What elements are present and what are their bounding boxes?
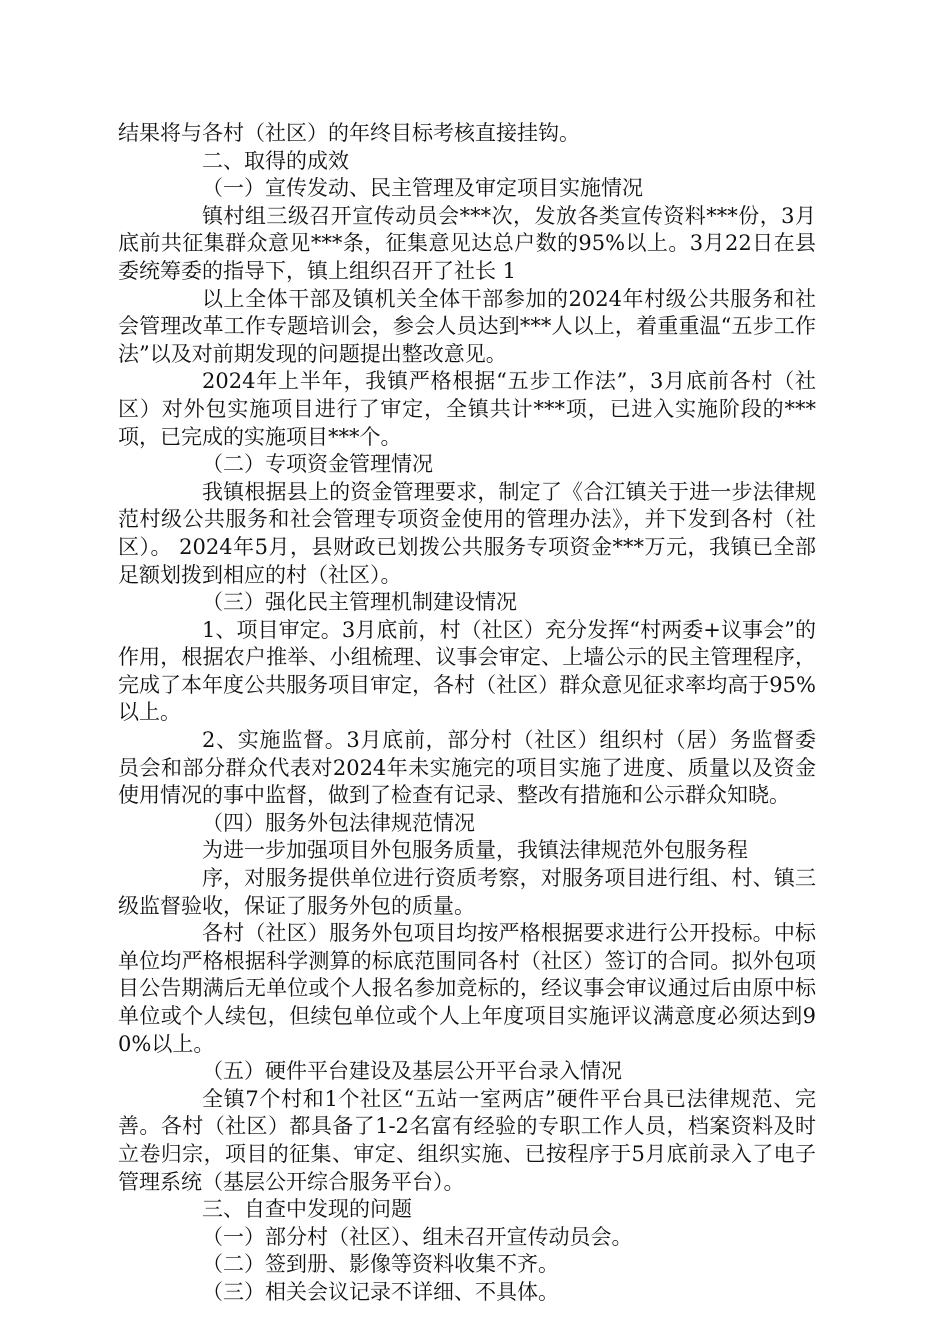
- list-item: （一）部分村（社区）、组未召开宣传动员会。: [202, 1224, 633, 1249]
- list-item: （二）签到册、影像等资料收集不齐。: [202, 1252, 559, 1277]
- paragraph: 序，对服务提供单位进行资质考察，对服务项目进行组、村、镇三级监督验收，保证了服务外包的质量。: [118, 866, 816, 918]
- paragraph: 为进一步加强项目外包服务质量，我镇法律规范外包服务程: [202, 838, 748, 863]
- paragraph: 结果将与各村（社区）的年终目标考核直接挂钩。: [118, 121, 580, 145]
- subsection-heading: （三）强化民主管理机制建设情况: [202, 590, 517, 615]
- paragraph: 全镇7个村和1个社区“五站一室两店”硬件平台具已法律规范、完善。各村（社区）都具备了1-2名富有经验的专职工作人员，档案资料及时立卷归宗，项目的征集、审定、组织实施、已按程序于5月底前录入了电子管理系统（基层公开综合服务平台）。: [118, 1086, 816, 1194]
- section-heading: 二、取得的成效: [202, 148, 349, 173]
- list-item: （三）相关会议记录不详细、不具体。: [202, 1279, 559, 1304]
- section-heading: 三、自查中发现的问题: [202, 1197, 412, 1222]
- subsection-heading: （一）宣传发动、民主管理及审定项目实施情况: [202, 176, 643, 201]
- paragraph: 镇村组三级召开宣传动员会***次，发放各类宣传资料***份，3月底前共征集群众意见***条，征集意见达总户数的95%以上。3月22日在县委统筹委的指导下，镇上组织召开了社长 1: [118, 203, 816, 283]
- paragraph: 以上全体干部及镇机关全体干部参加的2024年村级公共服务和社会管理改革工作专题培训会，参会人员达到***人以上，着重重温“五步工作法”以及对前期发现的问题提出整改意见。: [118, 286, 816, 366]
- paragraph: 2024年上半年，我镇严格根据“五步工作法”，3月底前各村（社区）对外包实施项目进行了审定，全镇共计***项，已进入实施阶段的***项，已完成的实施项目***个。: [118, 369, 816, 449]
- paragraph: 各村（社区）服务外包项目均按严格根据要求进行公开投标。中标单位均严格根据科学测算的标底范围同各村（社区）签订的合同。拟外包项目公告期满后无单位或个人报名参加竞标的，经议事会审议通过后由原中标单位或个人续包，但续包单位或个人上年度项目实施评议满意度必须达到90%以上。: [118, 921, 816, 1056]
- paragraph: 2、实施监督。3月底前，部分村（社区）组织村（居）务监督委员会和部分群众代表对2024年未实施完的项目实施了进度、质量以及资金使用情况的事中监督，做到了检查有记录、整改有措施和公示群众知晓。: [118, 728, 816, 808]
- paragraph: 1、项目审定。3月底前，村（社区）充分发挥“村两委+议事会”的作用，根据农户推举、小组梳理、议事会审定、上墙公示的民主管理程序，完成了本年度公共服务项目审定，各村（社区）群众意见征求率均高于95%以上。: [118, 617, 816, 725]
- subsection-heading: （五）硬件平台建设及基层公开平台录入情况: [202, 1059, 622, 1084]
- subsection-heading: （四）服务外包法律规范情况: [202, 810, 475, 835]
- subsection-heading: （二）专项资金管理情况: [202, 452, 433, 477]
- document-body: [118, 120, 816, 1307]
- paragraph: 我镇根据县上的资金管理要求，制定了《合江镇关于进一步法律规范村级公共服务和社会管理专项资金使用的管理办法》，并下发到各村（社区）。 2024年5月，县财政已划拨公共服务专项资金***万元，我镇已全部足额划拨到相应的村（社区）。: [118, 479, 816, 587]
